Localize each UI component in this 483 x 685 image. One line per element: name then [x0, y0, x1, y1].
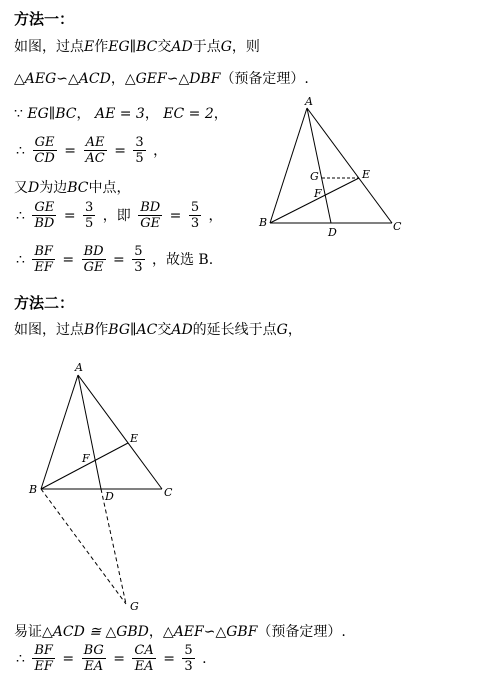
fraction-bf-ef: $\frac{BF}{EF}$ — [34, 244, 53, 275]
label-a: A — [75, 361, 83, 374]
fraction-5-3: $\frac{5}{3}$ — [190, 200, 200, 231]
fraction-bd-ge: $\frac{BD}{GE}$ — [140, 200, 161, 231]
method2-heading: 方法二： — [14, 294, 75, 312]
fraction-5-3: $\frac{5}{3}$ — [184, 643, 193, 674]
label-a: A — [305, 95, 313, 108]
method1-line6: ∴ $\frac{GE}{BD}$ = $\frac{3}{5}$ ，即 $\frac{BD}{GE}$ = $\frac{5}{3}$ ， — [16, 200, 223, 231]
method1-line4: ∴ $\frac{GE}{CD}$ = $\frac{AE}{AC}$ = $\frac{3}{5}$ ， — [16, 135, 168, 166]
label-c: C — [164, 486, 173, 499]
label-b: B — [29, 483, 38, 496]
method1-line7: ∴ $\frac{BF}{EF}$ = $\frac{BD}{GE}$ = $\frac{5}{3}$ ，故选 B. — [16, 244, 214, 275]
fraction-bf-ef: $\frac{BF}{EF}$ — [34, 643, 53, 674]
method1-line3: ∵ EG∥BC， AE = 3， EC = 2， — [14, 106, 228, 122]
label-b: B — [259, 216, 268, 229]
segment-ad — [78, 375, 101, 489]
label-e: E — [362, 168, 371, 181]
method1-line5: 又D为边BC中点， — [14, 180, 131, 196]
method2-line2: 易证△ACD ≅ △GBD，△AEF∽△GBF（预备定理）. — [14, 624, 346, 640]
label-e: E — [130, 432, 139, 445]
fraction-ge-bd: $\frac{GE}{BD}$ — [34, 200, 55, 231]
method1-heading: 方法一： — [14, 10, 75, 28]
label-f: F — [314, 187, 322, 200]
label-d: D — [328, 226, 337, 239]
label-g: G — [310, 170, 319, 183]
label-g: G — [130, 600, 139, 613]
fraction-bg-ea: $\frac{BG}{EA}$ — [83, 643, 104, 674]
label-f: F — [82, 452, 90, 465]
fraction-5-3: $\frac{5}{3}$ — [134, 244, 143, 275]
fraction-3-5: $\frac{3}{5}$ — [135, 135, 144, 166]
method2-line1: 如图，过点B作BG∥AC交AD的延长线于点G， — [14, 322, 302, 338]
fraction-ae-ac: $\frac{AE}{AC}$ — [85, 135, 105, 166]
fraction-ge-cd: $\frac{GE}{CD}$ — [34, 135, 55, 166]
method2-line3: ∴ $\frac{BF}{EF}$ = $\frac{BG}{EA}$ = $\frac{CA}{EA}$ = $\frac{5}{3}$ . — [16, 643, 207, 674]
segment-ac — [78, 375, 162, 489]
fraction-3-5: $\frac{3}{5}$ — [85, 200, 94, 231]
method1-line2: △AEG∽△ACD，△GEF∽△DBF（预备定理）. — [14, 71, 309, 87]
method1-line1: 如图，过点E作EG∥BC交AD于点G，则 — [14, 39, 260, 55]
fraction-bd-ge: $\frac{BD}{GE}$ — [83, 244, 104, 275]
fraction-ca-ea: $\frac{CA}{EA}$ — [134, 643, 154, 674]
label-c: C — [393, 220, 402, 233]
label-d: D — [105, 490, 114, 503]
